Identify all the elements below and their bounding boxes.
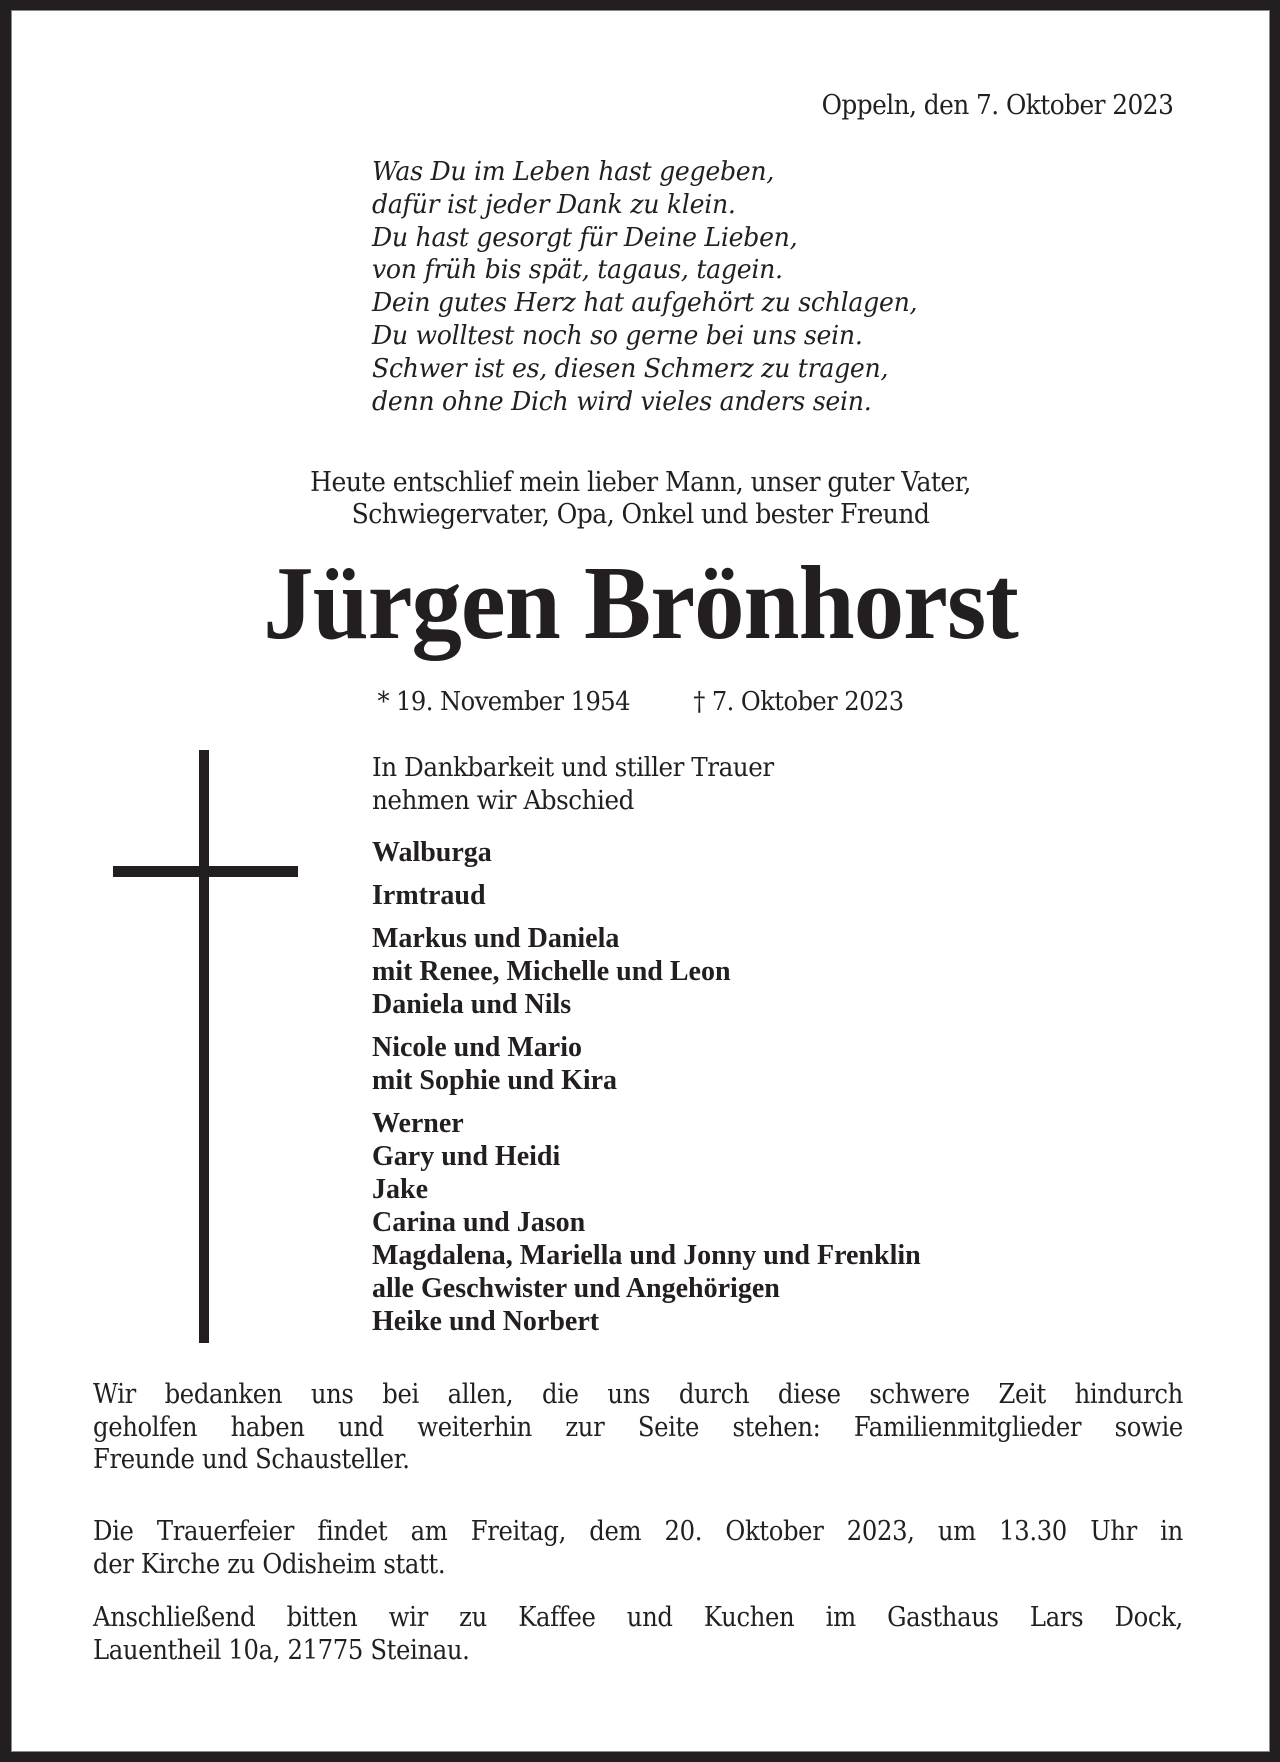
funeral-paragraph [93,1516,1223,1581]
poem-line: Du wolltest noch so gerne bei uns sein. [372,319,863,351]
thanks-paragraph [93,1379,1223,1477]
mourner-line: Walburga [372,837,492,868]
poem-line: Dein gutes Herz hat aufgehört zu schlagen, [372,287,918,319]
mourner-group [372,836,921,869]
mourner-line: Markus und Daniela [372,923,620,954]
mourner-line: alle Geschwister und Angehörigen [372,1273,780,1304]
mourner-line: Nicole und Mario [372,1032,582,1063]
paragraph-line: Anschließend bitten wir zu Kaffee und Kuchen im Gasthaus Lars Dock, [93,1602,1183,1633]
mourner-line: Magdalena, Mariella und Jonny und Frenklin [372,1240,921,1271]
intro-line: Heute entschlief mein lieber Mann, unser guter Vater, [310,467,971,498]
mourner-line: mit Renee, Michelle und Leon [372,956,731,987]
mourner-line: Carina und Jason [372,1207,586,1238]
mourner-line: mit Sophie und Kira [372,1065,618,1096]
mourners-list [372,836,921,1338]
paragraph-line: Wir bedanken uns bei allen, die uns durch diese schwere Zeit hindurch [93,1379,1183,1410]
farewell-line: In Dankbarkeit und stiller Trauer [372,752,774,783]
farewell-text [372,752,774,817]
obituary-notice [11,10,1270,1752]
poem-line: denn ohne Dich wird vieles anders sein. [372,385,872,417]
mourner-line: Daniela und Nils [372,989,572,1020]
paragraph-line: Lauentheil 10a, 21775 Steinau. [93,1634,470,1666]
mourner-line: Werner [372,1108,464,1139]
memorial-poem [372,156,917,418]
death-date: † 7. Oktober 2023 [693,687,904,717]
poem-line: Du hast gesorgt für Deine Lieben, [372,221,798,253]
life-dates [55,686,1226,718]
paragraph-line: der Kirche zu Odisheim statt. [93,1548,446,1580]
poem-line: Schwer ist es, diesen Schmerz zu tragen, [372,352,889,384]
mourner-group [372,922,921,1021]
mourner-group [372,1031,921,1097]
paragraph-line: Die Trauerfeier findet am Freitag, dem 20. Oktober 2023, um 13.30 Uhr in [93,1516,1183,1547]
announcement-intro [55,467,1226,531]
birth-date: * 19. November 1954 [377,687,630,717]
cross-icon [199,750,209,1343]
mourner-group [372,1107,921,1338]
paragraph-line: geholfen haben und weiterhin zur Seite stehen: Familienmitglieder sowie [93,1411,1183,1443]
poem-line: Was Du im Leben hast gegeben, [372,156,775,187]
farewell-line: nehmen wir Abschied [372,784,634,816]
reception-paragraph [93,1602,1223,1667]
poem-line: von früh bis spät, tagaus, tagein. [372,254,783,286]
mourner-line: Gary und Heidi [372,1141,561,1172]
poem-line: dafür ist jeder Dank zu klein. [372,188,736,220]
mourner-group [372,879,921,912]
mourner-line: Irmtraud [372,880,486,911]
paragraph-line: Freunde und Schausteller. [93,1444,410,1475]
cross-icon-crossbar [113,866,298,877]
intro-line: Schwiegervater, Opa, Onkel und bester Freund [351,499,930,530]
mourner-line: Jake [372,1174,428,1205]
mourner-line: Heike und Norbert [372,1306,600,1337]
deceased-name: Jürgen Brönhorst [263,544,1018,661]
place-date: Oppeln, den 7. Oktober 2023 [821,90,1173,121]
